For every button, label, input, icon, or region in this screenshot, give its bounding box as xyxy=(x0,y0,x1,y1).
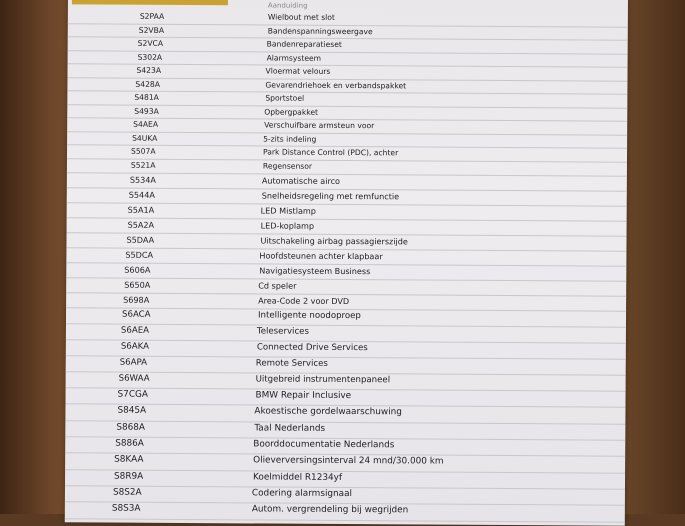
option-code: S8R9A xyxy=(114,471,144,482)
option-code: S423A xyxy=(136,65,162,76)
option-description: Opbergpakket xyxy=(264,107,319,117)
option-description: Verschuifbare armsteun voor xyxy=(264,120,375,131)
option-code: S7CGA xyxy=(117,389,149,400)
option-description: LED Mistlamp xyxy=(260,205,316,216)
option-description: Olieverversingsinterval 24 mnd/30.000 km xyxy=(253,455,444,467)
option-code: S698A xyxy=(123,294,150,306)
option-description: Remote Services xyxy=(255,358,328,369)
option-description: Cd speler xyxy=(258,280,297,291)
option-description: Hoofdsteunen achter klapbaar xyxy=(259,250,383,262)
option-description: Area-Code 2 voor DVD xyxy=(258,295,350,307)
option-description: Uitschakeling airbag passagierszijde xyxy=(260,235,408,247)
option-description: Alarmsysteem xyxy=(266,53,322,63)
option-description: Gevarendriehoek en verbandspakket xyxy=(265,80,407,91)
option-description: Regensensor xyxy=(262,161,313,171)
option-description: Codering alarmsignaal xyxy=(251,488,353,499)
option-description: Snelheidsregeling met remfunctie xyxy=(261,190,400,201)
option-code: S6WAA xyxy=(118,373,150,384)
option-code: S4AEA xyxy=(133,120,159,130)
option-code: S8S3A xyxy=(111,503,141,515)
option-code: S5A1A xyxy=(127,204,155,215)
option-description: Teleservices xyxy=(256,326,309,338)
option-code: S6ACA xyxy=(122,310,151,321)
option-description: LED-koplamp xyxy=(260,220,315,231)
option-code: S886A xyxy=(115,438,144,449)
option-code: S534A xyxy=(129,174,157,185)
option-description: Wielbout met slot xyxy=(267,12,335,22)
column-header-label: Aanduiding xyxy=(267,1,308,10)
option-code: S302A xyxy=(137,52,163,62)
options-table xyxy=(65,10,628,522)
option-code: S868A xyxy=(116,422,146,433)
option-description: Sportstoel xyxy=(265,93,305,104)
option-description: 5-zits indeling xyxy=(263,134,317,144)
option-description: Bandenspanningsweergave xyxy=(267,26,373,36)
option-code: S2VCA xyxy=(137,38,164,48)
option-description: Koelmiddel R1234yf xyxy=(253,472,343,483)
option-code: S8KAA xyxy=(114,454,144,465)
option-code: S5A2A xyxy=(127,219,155,230)
option-code: S6AKA xyxy=(120,341,150,352)
option-description: Akoestische gordelwaarschuwing xyxy=(254,406,402,418)
option-description: Intelligente noodoproep xyxy=(258,310,361,322)
option-description: BMW Repair Inclusive xyxy=(255,390,352,401)
option-description: Taal Nederlands xyxy=(254,422,326,434)
option-code: S2VBA xyxy=(138,25,165,35)
option-description: Vloermat velours xyxy=(265,66,331,77)
option-code: S507A xyxy=(131,147,156,157)
option-code: S845A xyxy=(117,405,147,416)
option-code: S544A xyxy=(128,189,155,200)
option-code: S5DAA xyxy=(126,234,155,245)
option-code: S606A xyxy=(124,264,151,275)
option-description: Boorddocumentatie Nederlands xyxy=(253,439,395,451)
option-code: S2PAA xyxy=(139,11,165,21)
option-description: Park Distance Control (PDC), achter xyxy=(263,147,399,158)
option-description: Connected Drive Services xyxy=(256,342,368,354)
option-code: S521A xyxy=(130,160,156,170)
option-code: S4UKA xyxy=(132,133,158,143)
option-code: S650A xyxy=(124,279,151,291)
option-description: Uitgebreid instrumentenpaneel xyxy=(255,374,391,386)
option-code: S6APA xyxy=(119,357,148,368)
option-description: Navigatiesysteem Business xyxy=(259,265,371,277)
option-description: Autom. vergrendeling bij wegrijden xyxy=(251,504,409,516)
option-description: Bandenreparatieset xyxy=(266,39,342,50)
option-code: S481A xyxy=(134,92,159,103)
option-description: Automatische airco xyxy=(261,175,341,186)
option-code: S6AEA xyxy=(120,325,150,337)
options-document xyxy=(65,0,628,526)
option-code: S5DCA xyxy=(125,249,154,260)
header-accent-bar xyxy=(72,0,228,5)
option-code: S493A xyxy=(134,106,159,116)
option-code: S428A xyxy=(135,79,160,89)
option-code: S8S2A xyxy=(112,487,142,498)
table-row xyxy=(65,503,625,523)
